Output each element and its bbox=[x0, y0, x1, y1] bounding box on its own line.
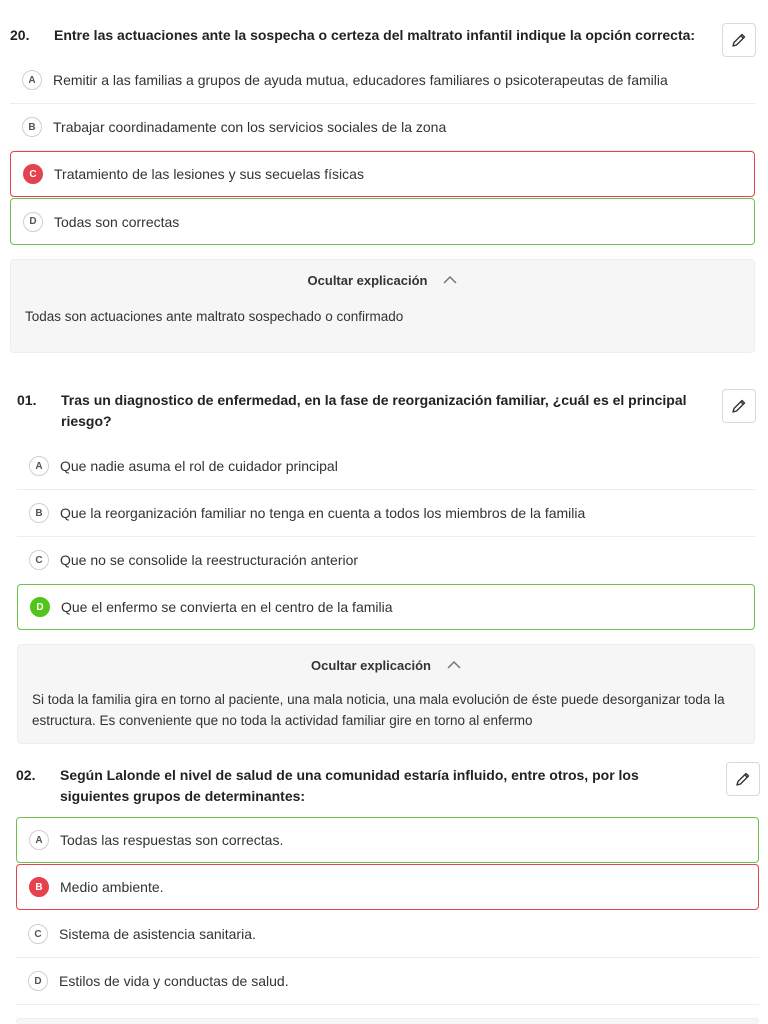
question-number: 01. bbox=[17, 392, 37, 408]
question-text: Tras un diagnostico de enfermedad, en la fase de reorganización familiar, ¿cuál es el principal riesgo? bbox=[61, 392, 687, 429]
option-letter: B bbox=[29, 503, 49, 523]
option-letter: D bbox=[30, 597, 50, 617]
edit-note-button[interactable] bbox=[722, 23, 756, 57]
option-b[interactable] bbox=[10, 104, 755, 151]
option-text: Que no se consolide la reestructuración anterior bbox=[60, 552, 359, 568]
option-text: Todas son correctas bbox=[54, 213, 180, 230]
option-letter: A bbox=[29, 830, 49, 850]
option-a-correct[interactable] bbox=[16, 817, 759, 863]
question-header bbox=[17, 390, 697, 432]
option-text: Medio ambiente. bbox=[60, 879, 164, 895]
option-letter: A bbox=[22, 70, 42, 90]
question-header bbox=[16, 765, 706, 807]
chevron-up-icon bbox=[447, 660, 461, 670]
edit-note-button[interactable] bbox=[722, 389, 756, 423]
explanation-panel-edge bbox=[16, 1018, 759, 1024]
chevron-up-icon bbox=[443, 275, 457, 285]
question-number: 20. bbox=[10, 27, 30, 43]
option-b[interactable] bbox=[17, 490, 755, 537]
option-c[interactable] bbox=[16, 911, 759, 958]
explanation-text: Si toda la familia gira en torno al paciente, una mala noticia, una mala evolución de éste puede desorganizar toda la estructura. Es conveniente que no toda la actividad familiar gire en torno al enfermo bbox=[32, 692, 725, 728]
option-b-wrong[interactable] bbox=[16, 864, 759, 910]
option-a[interactable] bbox=[10, 57, 755, 104]
question-header bbox=[10, 25, 710, 46]
explanation-text: Todas son actuaciones ante maltrato sospechado o confirmado bbox=[25, 309, 404, 324]
question-text: Según Lalonde el nivel de salud de una comunidad estaría influido, entre otros, por los siguientes grupos de determinantes: bbox=[60, 767, 639, 804]
pencil-icon bbox=[731, 32, 747, 48]
option-letter: B bbox=[29, 877, 49, 897]
explanation-panel bbox=[10, 259, 755, 353]
toggle-label: Ocultar explicación bbox=[307, 272, 428, 288]
option-letter: C bbox=[28, 924, 48, 944]
explanation-panel bbox=[17, 644, 755, 744]
option-letter: A bbox=[29, 456, 49, 476]
option-letter: D bbox=[23, 212, 43, 232]
option-text: Remitir a las familias a grupos de ayuda mutua, educadores familiares o psicoterapeutas de familia bbox=[53, 72, 668, 88]
option-text: Que la reorganización familiar no tenga en cuenta a todos los miembros de la familia bbox=[60, 505, 586, 521]
option-letter: B bbox=[22, 117, 42, 137]
option-text: Estilos de vida y conductas de salud. bbox=[59, 973, 289, 989]
option-d-correct-selected[interactable] bbox=[17, 584, 755, 630]
pencil-icon bbox=[731, 398, 747, 414]
option-text: Sistema de asistencia sanitaria. bbox=[59, 926, 256, 942]
question-text: Entre las actuaciones ante la sospecha o certeza del maltrato infantil indique la opción correcta: bbox=[54, 27, 696, 43]
option-c[interactable] bbox=[17, 537, 755, 583]
option-text: Trabajar coordinadamente con los servicios sociales de la zona bbox=[53, 119, 447, 135]
toggle-label: Ocultar explicación bbox=[311, 657, 431, 673]
hide-explanation-toggle[interactable] bbox=[18, 655, 754, 675]
edit-note-button[interactable] bbox=[726, 762, 760, 796]
option-text: Que nadie asuma el rol de cuidador principal bbox=[60, 458, 338, 474]
option-text: Todas las respuestas son correctas. bbox=[60, 832, 284, 848]
option-c-wrong[interactable] bbox=[10, 151, 755, 197]
option-a[interactable] bbox=[17, 443, 755, 490]
option-letter: D bbox=[28, 971, 48, 991]
option-letter: C bbox=[23, 164, 43, 184]
question-number: 02. bbox=[16, 767, 36, 783]
pencil-icon bbox=[735, 771, 751, 787]
option-text: Que el enfermo se convierta en el centro de la familia bbox=[61, 599, 393, 615]
option-letter: C bbox=[29, 550, 49, 570]
option-d[interactable] bbox=[16, 958, 759, 1005]
hide-explanation-toggle[interactable] bbox=[11, 270, 754, 290]
option-d-correct[interactable] bbox=[10, 198, 755, 245]
option-text: Tratamiento de las lesiones y sus secuelas físicas bbox=[54, 166, 364, 182]
